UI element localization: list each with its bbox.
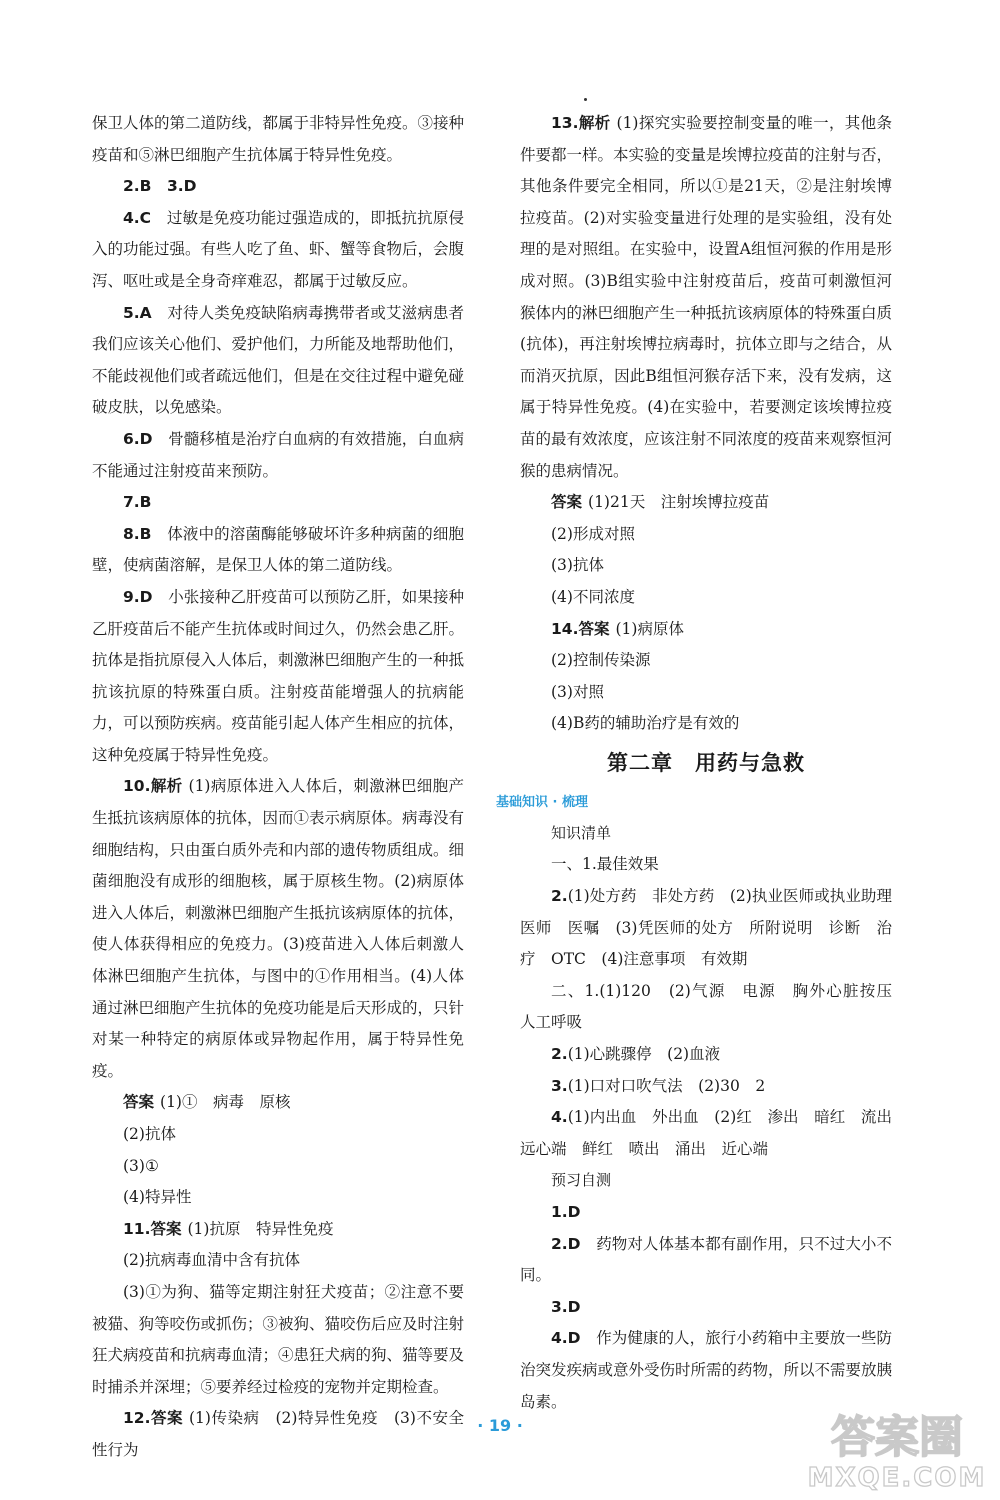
chapter-title: 第二章 用药与急救 [607, 750, 805, 775]
q5-explanation: 对待人类免疫缺陷病毒携带者或艾滋病患者我们应该关心他们、爱护他们，力所能及地帮助他们，不能歧视他们或者疏远他们，但是在交往过程中避免碰破皮肤，以免感染。 [92, 303, 465, 417]
knowledge-item-2 [520, 881, 892, 976]
q13-answer-2: (2)形成对照 [551, 524, 635, 543]
k4-text: (1)心跳骤停 (2)血液 [567, 1045, 721, 1064]
paragraph-q1-continued: 保卫人体的第二道防线，都属于非特异性免疫。③接种疫苗和⑤淋巴细胞产生抗体属于特异性免疫。 [92, 114, 465, 164]
q13-answer-4: (4)不同浓度 [551, 587, 635, 606]
k6-number: 4. [551, 1108, 568, 1127]
knowledge-item-6 [520, 1102, 908, 1165]
watermark-line2: MXQE.COM [807, 1463, 987, 1493]
q10-analysis-label: 解析 [150, 777, 183, 796]
knowledge-list-title: 知识清单 [551, 823, 612, 842]
watermark-logo [805, 1400, 990, 1495]
answer-q7 [92, 487, 464, 519]
page-number: · 19 · [477, 1416, 523, 1435]
q4-number: 4.C [123, 208, 152, 227]
answer-q6 [92, 424, 464, 487]
t4-explanation: 作为健康的人，旅行小药箱中主要放一些防治突发疾病或意外受伤时所需的药物，所以不需要放胰岛素。 [520, 1329, 893, 1411]
q13-answer-3: (3)抗体 [551, 556, 604, 575]
q11-answer-3: (3)①为狗、猫等定期注射狂犬疫苗；②注意不要被猫、狗等咬伤或抓伤；③被狗、猫咬伤后应及时注射狂犬病疫苗和抗病毒血清；④患狂犬病的狗、猫等要及时捕杀并深埋；⑤要养经过检疫的宠物并定期检查。 [92, 1282, 465, 1396]
left-column [92, 108, 464, 1467]
t3-number: 3.D [551, 1297, 581, 1316]
section-heading: 基础知识 · 梳理 [496, 794, 588, 810]
top-dot [584, 98, 587, 101]
answer-q11 [92, 1214, 464, 1246]
q11-answer-label: 答案 [150, 1219, 182, 1238]
test-answer-1 [520, 1197, 892, 1229]
q13-number: 13. [551, 114, 579, 132]
answer-q4 [92, 203, 464, 298]
q11-answer-1-text: (1)抗原 特异性免疫 [187, 1219, 334, 1238]
t2-explanation: 药物对人体基本都有副作用，只不过大小不同。 [520, 1234, 892, 1285]
answer-q8 [92, 519, 464, 582]
q14-answer-label: 答案 [578, 619, 610, 638]
answer-q10 [92, 771, 464, 1087]
test-answer-3 [520, 1292, 892, 1324]
t1-number: 1.D [551, 1203, 581, 1221]
q9-explanation: 小张接种乙肝疫苗可以预防乙肝，如果接种乙肝疫苗后不能产生抗体或时间过久，仍然会患乙肝。抗体是指抗原侵入人体后，刺激淋巴细胞产生的一种抵抗该抗原的特殊蛋白质。注射疫苗能增强人的抗病能力，可以预防疾病。疫苗能引起人体产生相应的抗体，这种免疫属于特异性免疫。 [92, 587, 465, 764]
q12-answer-text: (1)传染病 (2)特异性免疫 (3)不安全性行为 [92, 1409, 464, 1459]
knowledge-item-4 [520, 1039, 892, 1071]
preview-test-title: 预习自测 [551, 1171, 612, 1190]
q10-answer-1 [92, 1087, 464, 1119]
q5-number: 5.A [123, 303, 152, 322]
q14-answer-1-text: (1)病原体 [615, 619, 684, 638]
k4-number: 2. [551, 1045, 568, 1064]
answer-q5 [92, 298, 464, 424]
q13-answer-1 [520, 487, 892, 519]
q10-answer-2: (2)抗体 [123, 1125, 176, 1143]
q14-answer-2: (2)控制传染源 [551, 651, 651, 670]
k2-number: 2. [551, 887, 568, 906]
knowledge-item-5 [520, 1071, 892, 1103]
q11-number: 11. [123, 1219, 151, 1238]
t4-number: 4.D [551, 1329, 581, 1348]
q8-number: 8.B [123, 524, 152, 543]
q10-number: 10. [123, 777, 151, 796]
answer-q12 [92, 1403, 464, 1466]
answer-q14 [520, 614, 892, 646]
k2-text: (1)处方药 非处方药 (2)执业医师或执业助理医师 医嘱 (3)凭医师的处方 所附说明 诊断 治疗 OTC (4)注意事项 有效期 [520, 887, 892, 969]
q12-number: 12. [123, 1409, 151, 1428]
q10-explanation: (1)病原体进入人体后，刺激淋巴细胞产生抵抗该病原体的抗体，因而①表示病原体。病毒没有细胞结构，只由蛋白质外壳和内部的遗传物质组成。细菌细胞没有成形的细胞核，属于原核生物。(2)病原体进入人体后，刺激淋巴细胞产生抵抗该病原体的抗体，使人体获得相应的免疫力。(3)疫苗进入人体后刺激人体淋巴细胞产生抗体，与图中的①作用相当。(4)人体通过淋巴细胞产生抗体的免疫功能是后天形成的，只针对某一种特定的病原体或异物起作用，属于特异性免疫。 [92, 777, 465, 1080]
q14-number: 14. [551, 619, 579, 638]
q7-number: 7.B [123, 493, 152, 512]
q10-answer-3: (3)① [123, 1156, 159, 1175]
t2-number: 2.D [551, 1234, 581, 1253]
q14-answer-4: (4)B药的辅助治疗是有效的 [551, 714, 740, 733]
answer-q9 [92, 582, 464, 772]
watermark-line1: 答案圈 [831, 1412, 963, 1463]
q10-answer-4: (4)特异性 [123, 1188, 192, 1207]
k6-text: (1)内出血 外出血 (2)红 渗出 暗红 流出 远心端 鲜红 喷出 涌出 近心端 [520, 1108, 908, 1158]
k5-number: 3. [551, 1076, 568, 1095]
q10-answer-1-text: (1)① 病毒 原核 [160, 1093, 291, 1112]
q8-explanation: 体液中的溶菌酶能够破坏许多种病菌的细胞壁，使病菌溶解，是保卫人体的第二道防线。 [92, 524, 464, 575]
q13-explanation: (1)探究实验要控制变量的唯一，其他条件要都一样。本实验的变量是埃博拉疫苗的注射与否，其他条件要完全相同，所以①是21天，②是注射埃博拉疫苗。(2)对实验变量进行处理的是实验组，没有处理的是对照组。在实验中，设置A组恒河猴的作用是形成对照。(3)B组实验中注射疫苗后，疫苗可刺激恒河猴体内的淋巴细胞产生一种抵抗该病原体的特殊蛋白质(抗体)，再注射埃博拉病毒时，抗体立即与之结合，从而消灭抗原，因此B组恒河猴存活下来，没有发病，这属于特异性免疫。(4)在实验中，若要测定该埃博拉疫苗的最有效浓度，应该注射不同浓度的疫苗来观察恒河猴的患病情况。 [520, 114, 893, 480]
answer-q2-q3-text: 2.B 3.D [123, 177, 197, 196]
test-answer-2 [520, 1229, 892, 1292]
q13-answer-label: 答案 [551, 493, 583, 512]
q13-answer-1-text: (1)21天 注射埃博拉疫苗 [588, 493, 770, 512]
k5-text: (1)口对口吹气法 (2)30 2 [567, 1076, 766, 1095]
q13-analysis-label: 解析 [578, 114, 611, 132]
right-column [496, 108, 908, 1418]
answer-q2-q3 [92, 171, 464, 203]
q12-answer-label: 答案 [150, 1409, 183, 1428]
q6-number: 6.D [123, 429, 153, 448]
q14-answer-3: (3)对照 [551, 682, 604, 701]
q11-answer-2: (2)抗病毒血清中含有抗体 [123, 1251, 300, 1270]
knowledge-item-1: 一、1.最佳效果 [551, 855, 659, 874]
knowledge-item-3: 二、1.(1)120 (2)气源 电源 胸外心脏按压 人工呼吸 [520, 981, 908, 1032]
q10-answer-label: 答案 [123, 1093, 155, 1112]
answer-q13 [520, 108, 892, 487]
q4-explanation: 过敏是免疫功能过强造成的，即抵抗抗原侵入的功能过强。有些人吃了鱼、虾、蟹等食物后，会腹泻、呕吐或是全身奇痒难忍，都属于过敏反应。 [92, 208, 465, 290]
q6-explanation: 骨髓移植是治疗白血病的有效措施，白血病不能通过注射疫苗来预防。 [92, 429, 464, 480]
q9-number: 9.D [123, 587, 153, 606]
